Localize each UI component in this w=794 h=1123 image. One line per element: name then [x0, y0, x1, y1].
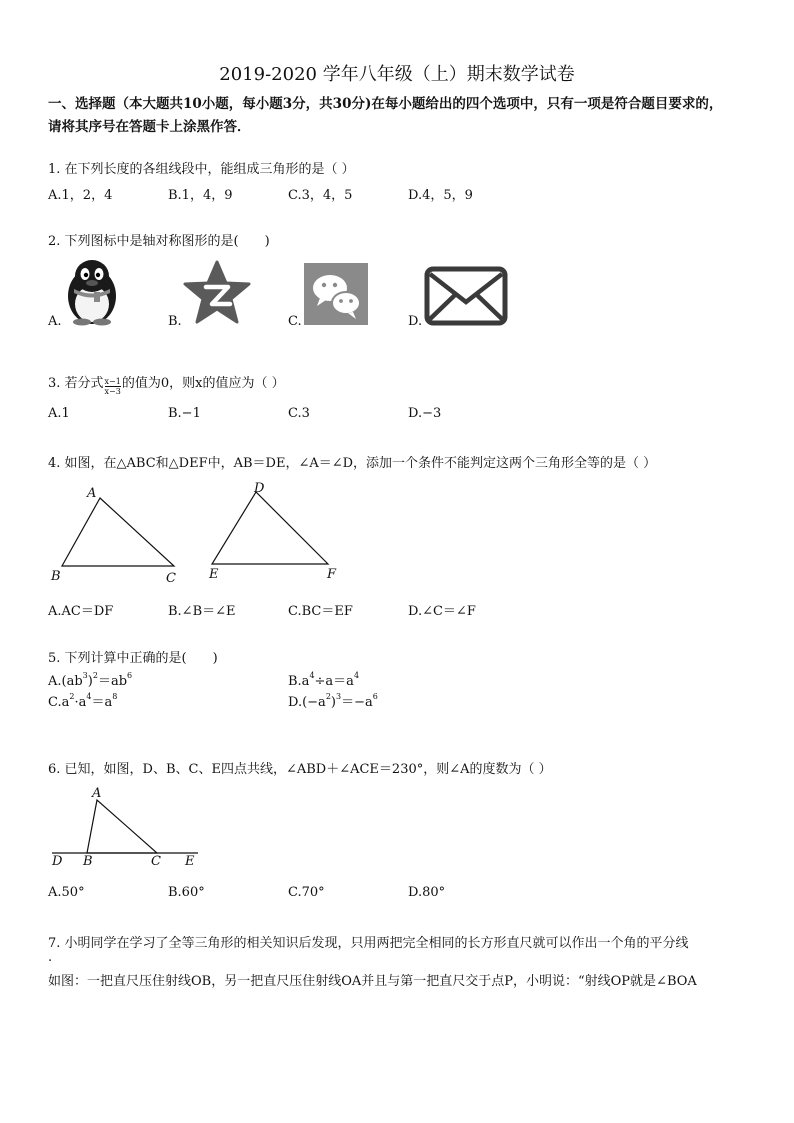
q2-option-d: D.: [408, 314, 423, 329]
q6-label-b: B: [83, 854, 93, 869]
q1-option-a: A.1，2，4: [48, 188, 113, 203]
q6-option-b: B.60°: [168, 885, 205, 900]
question-3-stem: [48, 372, 285, 396]
triangle-abc-q6: [87, 800, 157, 853]
q1-option-d: D.4，5，9: [408, 188, 473, 203]
q1-option-b: B.1，4，9: [168, 188, 233, 203]
q3-fraction: [105, 377, 121, 396]
question-6-stem: 6. 已知，如图，D、B、C、E四点共线，∠ABD＋∠ACE＝230°，则∠A的度数为（ ）: [48, 762, 552, 777]
label-e: E: [209, 567, 219, 582]
q3-option-c: C.3: [288, 406, 310, 421]
q6-label-d: D: [52, 854, 63, 869]
question-7-line3: 如图：一把直尺压住射线OB，另一把直尺压住射线OA并且与第一把直尺交于点P，小明说：“射线OP就是∠BOA: [48, 974, 697, 989]
q6-label-c: C: [151, 854, 161, 869]
triangle-def: [212, 492, 328, 564]
q6-label-a: A: [92, 786, 102, 801]
q2-option-b: B.: [168, 314, 182, 329]
question-7-line1: 7. 小明同学在学习了全等三角形的相关知识后发现，只用两把完全相同的长方形直尺就可以作出一个角的平分线: [48, 936, 689, 951]
question-5-stem: 5. 下列计算中正确的是( ): [48, 651, 218, 666]
section-instructions-line2: 请将其序号在答题卡上涂黑作答．: [48, 119, 251, 135]
q4-option-b: B.∠B＝∠E: [168, 604, 236, 619]
label-f: F: [327, 567, 337, 582]
q6-option-c: C.70°: [288, 885, 325, 900]
question-2-stem: 2. 下列图标中是轴对称图形的是( ): [48, 234, 270, 249]
label-c: C: [166, 571, 176, 586]
q5-option-c: $C.a^2\cdot a^4=a^8$: [48, 692, 118, 710]
q3-option-b: B.−1: [168, 406, 201, 421]
q3-fraction-numerator: x−1: [104, 377, 121, 386]
question-1-stem: 1. 在下列长度的各组线段中，能组成三角形的是（ ）: [48, 162, 355, 177]
q3-stem-before: 3. 若分式: [48, 376, 104, 391]
question-4-stem: 4. 如图，在△ABC和△DEF中，AB＝DE，∠A＝∠D，添加一个条件不能判定这两个三角形全等的是（ ）: [48, 456, 657, 471]
label-d: D: [254, 481, 265, 496]
q3-option-a: A.1: [48, 406, 70, 421]
penguin-icon: [62, 256, 122, 326]
question-7-line2: .: [48, 950, 53, 965]
q5-option-b: $B.a^4\div a=a^4$: [288, 671, 360, 689]
q2-option-a: A.: [48, 314, 62, 329]
q1-option-c: C.3，4，5: [288, 188, 353, 203]
q5-option-a: $A.(ab^3)^2=ab^6$: [48, 671, 133, 689]
label-b: B: [51, 569, 61, 584]
page-title: 2019-2020 学年八年级（上）期末数学试卷: [219, 64, 575, 85]
q4-option-d: D.∠C＝∠F: [408, 604, 476, 619]
q3-fraction-denominator: x−3: [104, 387, 121, 396]
q6-option-d: D.80°: [408, 885, 446, 900]
q6-option-a: A.50°: [48, 885, 85, 900]
label-a: A: [87, 486, 97, 501]
star-z-icon: [182, 260, 252, 326]
envelope-icon: [424, 266, 508, 326]
q4-option-c: C.BC＝EF: [288, 604, 353, 619]
section-instructions-line1: 一、选择题（本大题共10小题，每小题3分，共30分)在每小题给出的四个选项中，只有一项是符合题目要求的，: [48, 96, 723, 112]
q3-option-d: D.−3: [408, 406, 442, 421]
q5-option-d: $D.(-a^2)^3=-a^6$: [288, 692, 378, 710]
triangle-abc: [62, 498, 174, 566]
q3-stem-after: 的值为0，则x的值应为（ ）: [121, 376, 285, 391]
wechat-icon: [304, 263, 368, 325]
q6-label-e: E: [185, 854, 195, 869]
q2-option-c: C.: [288, 314, 302, 329]
q6-line-triangle-figure: [40, 790, 210, 860]
q4-option-a: A.AC＝DF: [48, 604, 114, 619]
